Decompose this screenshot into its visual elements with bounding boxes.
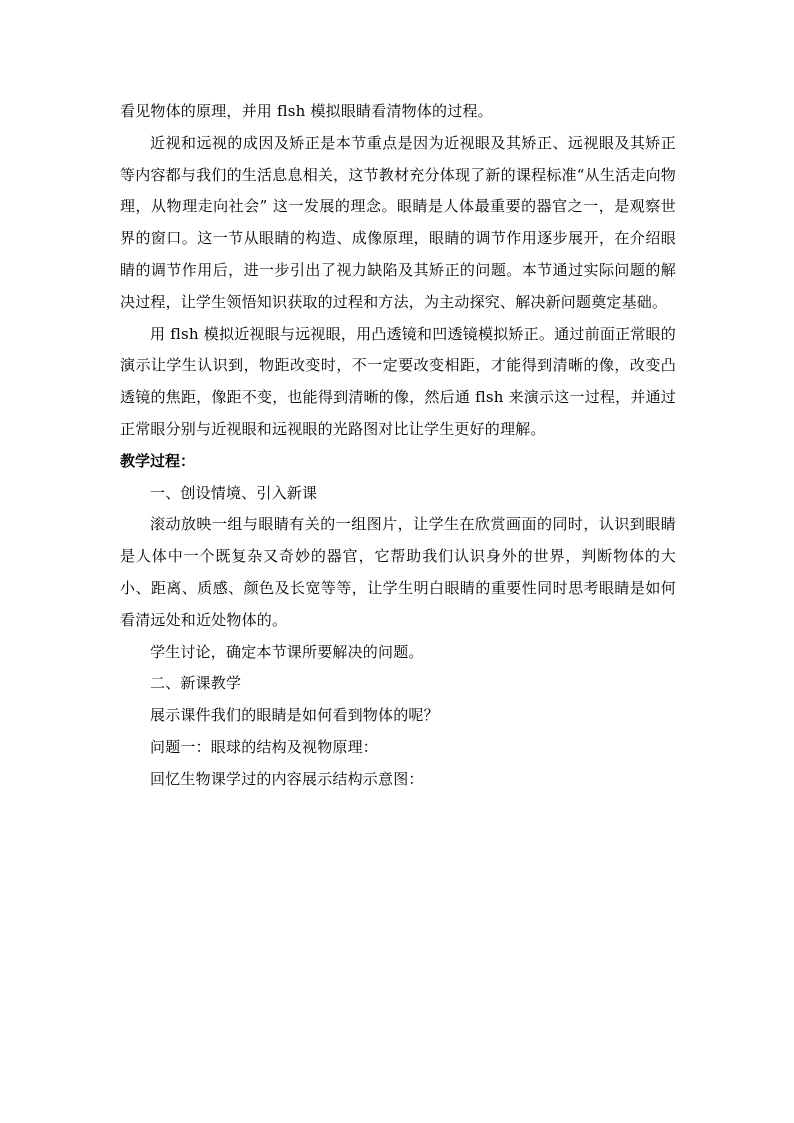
paragraph-flash-simulation: 用 flsh 模拟近视眼与远视眼，用凸透镜和凹透镜模拟矫正。通过前面正常眼的演示让学生认识到，物距改变时，不一定要改变相距，才能得到清晰的像，改变凸透镜的焦距，像距不变，也能得到清晰的像，然后通 flsh 来演示这一过程，并通过正常眼分别与近视眼和远视眼的光路图对比让学生更好的理解。 [120,324,676,438]
paragraph-intro-continuation: 看见物体的原理，并用 flsh 模拟眼睛看清物体的过程。 [120,102,493,120]
paragraph-slideshow: 滚动放映一组与眼睛有关的一组图片，让学生在欣赏画面的同时，认识到眼睛是人体中一个既复杂又奇妙的器官，它帮助我们认识身外的世界，判断物体的大小、距离、质感、颜色及长宽等等，让学生明白眼睛的重要性同时思考眼睛是如何看清远处和近处物体的。 [120,515,676,629]
subheading-new-lesson: 二、新课教学 [150,674,242,693]
paragraph-key-points: 近视和远视的成因及矫正是本节重点是因为近视眼及其矫正、远视眼及其矫正等内容都与我们的生活息息相关，这节教材充分体现了新的课程标准“从生活走向物理，从物理走向社会” 这一发展的理念。眼睛是人体最重要的器官之一，是观察世界的窗口。这一节从眼睛的构造、成像原理，眼睛的调节作用逐步展开，在介绍眼睛的调节作用后，进一步引出了视力缺陷及其矫正的问题。本节通过实际问题的解决过程，让学生领悟知识获取的过程和方法，为主动探究、解决新问题奠定基础。 [120,133,676,311]
subheading-introduction: 一、创设情境、引入新课 [150,483,318,502]
paragraph-courseware-question: 展示课件我们的眼睛是如何看到物体的呢？ [150,706,439,725]
paragraph-recall-biology: 回忆生物课学过的内容展示结构示意图： [150,769,424,788]
document-page [120,96,676,796]
paragraph-problem-one: 问题一：眼球的结构及视物原理： [150,737,379,756]
paragraph-student-discussion: 学生讨论，确定本节课所要解决的问题。 [150,642,424,661]
section-heading-teaching-process: 教学过程： [120,451,196,470]
